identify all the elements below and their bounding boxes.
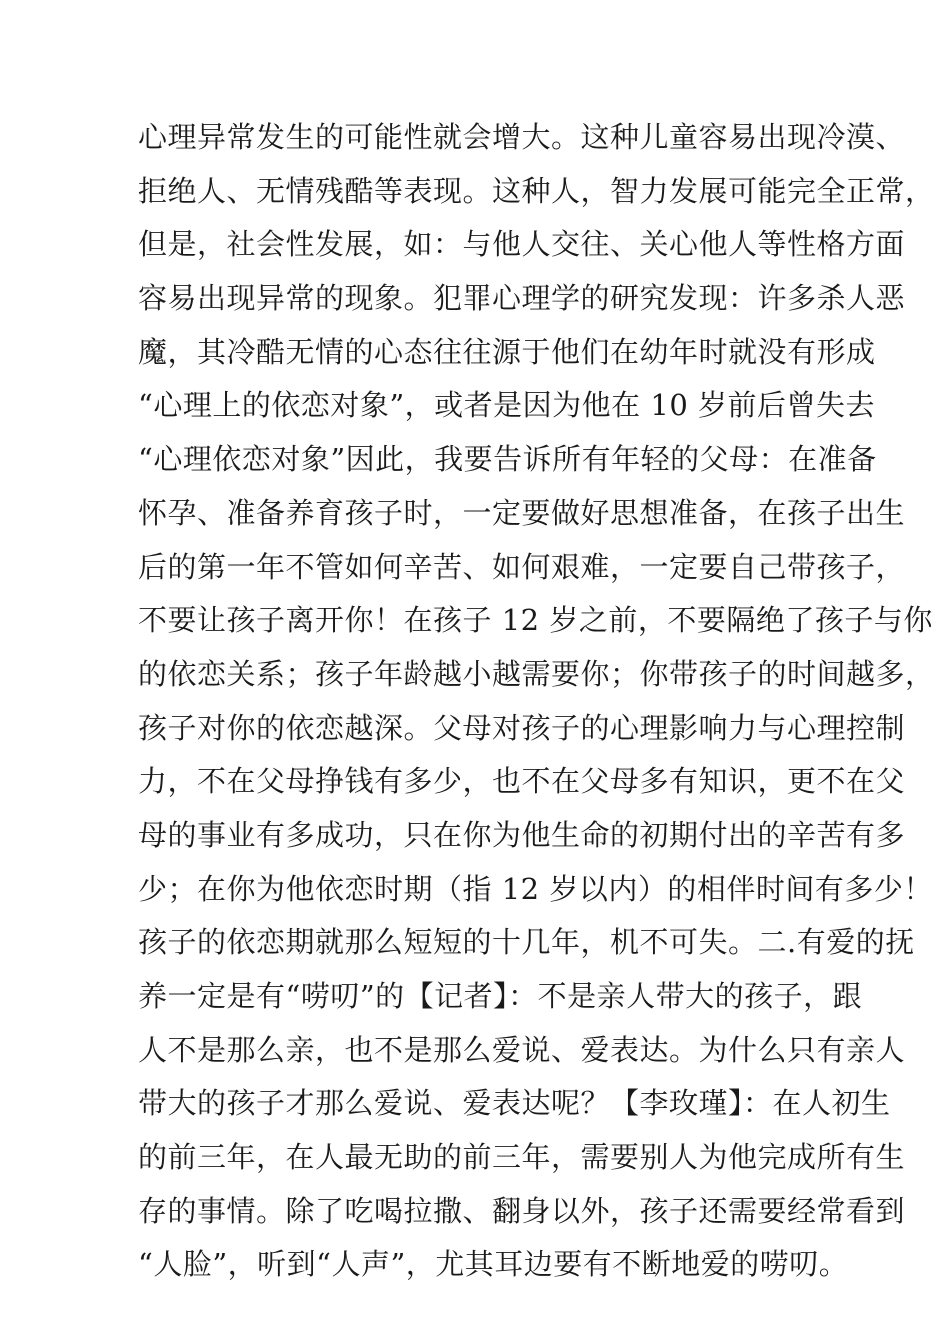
text-line: 不要让孩子离开你！在孩子 12 岁之前，不要隔绝了孩子与你 bbox=[138, 603, 933, 638]
text-line: 人不是那么亲，也不是那么爱说、爱表达。为什么只有亲人 bbox=[138, 1032, 906, 1067]
text-line: 少；在你为他依恋时期（指 12 岁以内）的相伴时间有多少！ bbox=[138, 871, 933, 906]
text-line: 孩子对你的依恋越深。父母对孩子的心理影响力与心理控制 bbox=[138, 710, 906, 745]
text-line: 带大的孩子才那么爱说、爱表达呢？【李玫瑾】：在人初生 bbox=[138, 1086, 891, 1121]
text-line: “心理依恋对象”因此，我要告诉所有年轻的父母：在准备 bbox=[138, 442, 877, 477]
text-line: 后的第一年不管如何辛苦、如何艰难，一定要自己带孩子， bbox=[138, 549, 906, 584]
text-line: 容易出现异常的现象。犯罪心理学的研究发现：许多杀人恶 bbox=[138, 281, 906, 316]
text-line: 养一定是有“唠叨”的【记者】：不是亲人带大的孩子，跟 bbox=[138, 979, 863, 1013]
text-line: “人脸”，听到“人声”，尤其耳边要有不断地爱的唠叨。 bbox=[138, 1247, 849, 1282]
text-line: 力，不在父母挣钱有多少，也不在父母多有知识，更不在父 bbox=[138, 764, 906, 799]
body-text bbox=[138, 111, 935, 1292]
text-line: 拒绝人、无情残酷等表现。这种人，智力发展可能完全正常， bbox=[138, 173, 935, 208]
text-line: 存的事情。除了吃喝拉撒、翻身以外，孩子还需要经常看到 bbox=[138, 1193, 906, 1228]
text-line: 的前三年，在人最无助的前三年，需要别人为他完成所有生 bbox=[138, 1140, 906, 1175]
text-line: “心理上的依恋对象”，或者是因为他在 10 岁前后曾失去 bbox=[138, 388, 875, 423]
text-line: 母的事业有多成功，只在你为他生命的初期付出的辛苦有多 bbox=[138, 817, 906, 852]
text-line: 怀孕、准备养育孩子时，一定要做好思想准备，在孩子出生 bbox=[138, 495, 906, 530]
text-line: 孩子的依恋期就那么短短的十几年，机不可失。二.有爱的抚 bbox=[138, 925, 915, 960]
text-line: 但是，社会性发展，如：与他人交往、关心他人等性格方面 bbox=[138, 227, 906, 262]
text-line: 心理异常发生的可能性就会增大。这种儿童容易出现冷漠、 bbox=[138, 120, 906, 154]
text-line: 的依恋关系；孩子年龄越小越需要你；你带孩子的时间越多， bbox=[138, 656, 935, 691]
text-line: 魔，其冷酷无情的心态往往源于他们在幼年时就没有形成 bbox=[138, 334, 876, 369]
